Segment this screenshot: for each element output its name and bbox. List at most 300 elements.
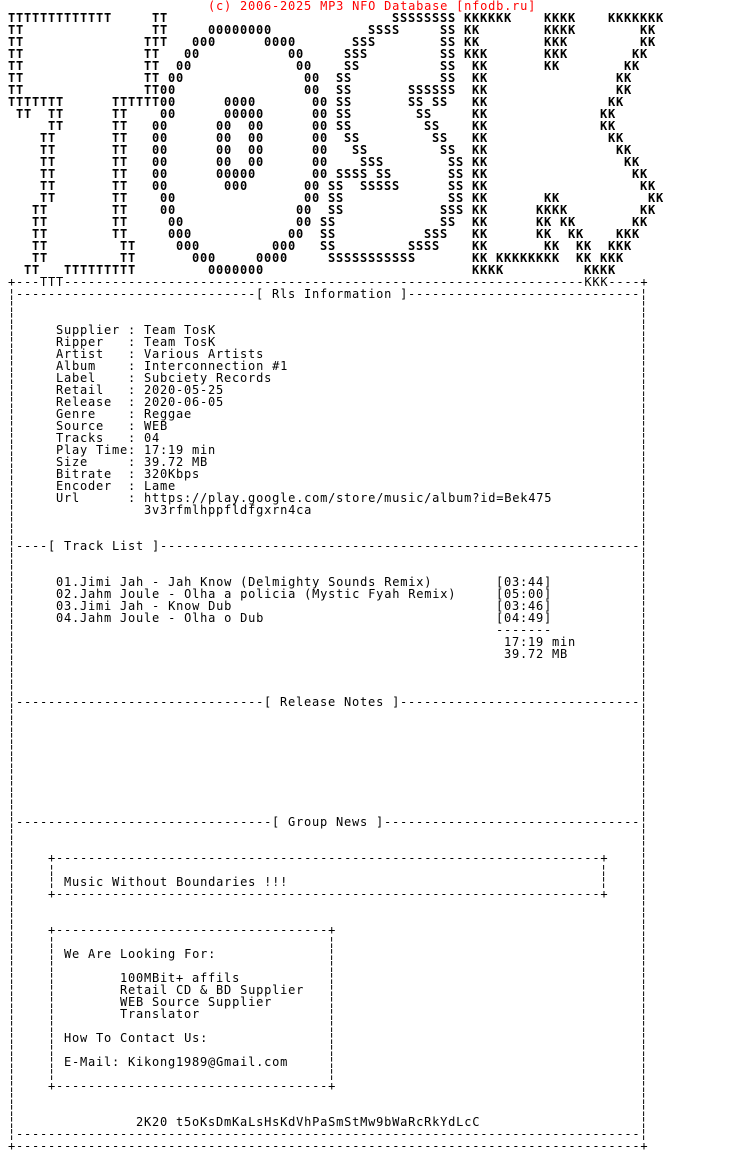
logo-glyph-run: 00 [304, 191, 321, 205]
logo-glyph-run: KK [464, 35, 481, 49]
frame-left-border: ¦ [8, 1079, 17, 1093]
frame-left-border: ¦ [8, 647, 17, 661]
logo-glyph-run: KK [472, 71, 489, 85]
field-tracks-label: Tracks [56, 431, 129, 445]
logo-glyph-run: 00 [312, 143, 329, 157]
logo-glyph-run: 00 [160, 107, 177, 121]
rls-information-heading: [ Rls Information ] [256, 287, 409, 301]
frame-right-border: ¦ [640, 683, 649, 697]
frame-right-border: ¦ [640, 887, 649, 901]
logo-glyph-run: SS [440, 143, 457, 157]
logo-glyph-run: KKK [464, 47, 489, 61]
logo-glyph-run: KKKKKKKK [496, 251, 561, 265]
track-title: 01.Jimi Jah - Jah Know (Delmighty Sounds Remix) [56, 575, 433, 589]
frame-left-border: ¦ [8, 1031, 17, 1045]
frame-bottom-border: +------------------------------------------------------------------------------+ [8, 1139, 649, 1153]
logo-glyph-run: TT [112, 179, 129, 193]
frame-left-border: ¦ [8, 287, 17, 301]
logo-glyph-run: KK [472, 83, 489, 97]
frame-right-border: ¦ [640, 851, 649, 865]
logo-glyph-run: SS [448, 191, 465, 205]
logo-glyph-run: KKKK [472, 263, 505, 277]
frame-right-border: ¦ [640, 371, 649, 385]
logo-glyph-run: 00 [152, 155, 169, 169]
logo-glyph-run: KK [648, 191, 665, 205]
logo-glyph-run: KK [472, 251, 489, 265]
logo-glyph-run: SSS [424, 227, 449, 241]
frame-right-border: ¦ [640, 1091, 649, 1105]
frame-left-border: ¦ [8, 659, 17, 673]
field-separator: : [128, 407, 137, 421]
field-separator: : [128, 431, 137, 445]
frame-left-border: ¦ [8, 911, 17, 925]
logo-glyph-run: 00 [312, 131, 329, 145]
logo-glyph-run: 00 [296, 215, 313, 229]
frame-right-border: ¦ [640, 671, 649, 685]
logo-glyph-run: KK [616, 83, 633, 97]
section-rule: ------------------------------- [16, 695, 265, 709]
recruit-box-border: ¦ [48, 1007, 57, 1021]
logo-glyph-run: TT [112, 143, 129, 157]
logo-glyph-run: SS [448, 155, 465, 169]
frame-left-border: ¦ [8, 671, 17, 685]
logo-glyph-run: 00 [304, 83, 321, 97]
logo-glyph-run: 00 [168, 71, 185, 85]
total-rule: ------- [496, 623, 553, 637]
logo-glyph-run: KK [568, 227, 585, 241]
field-source-value: WEB [144, 419, 169, 433]
frame-right-border: ¦ [640, 479, 649, 493]
frame-left-border: ¦ [8, 815, 17, 829]
frame-left-border: ¦ [8, 983, 17, 997]
frame-left-border: ¦ [8, 827, 17, 841]
logo-glyph-run: SSSS [368, 23, 401, 37]
frame-right-border: ¦ [640, 503, 649, 517]
frame-right-border: ¦ [640, 335, 649, 349]
motto-box-border: +--------------------------------------------------------------------+ [48, 851, 609, 865]
logo-glyph-run: TT [8, 71, 25, 85]
logo-glyph-run: KK [472, 203, 489, 217]
logo-glyph-run: KK [616, 143, 633, 157]
logo-glyph-run: TT [144, 71, 161, 85]
field-artist-value: Various Artists [144, 347, 265, 361]
frame-left-border: ¦ [8, 1115, 17, 1129]
logo-glyph-run: KK [600, 107, 617, 121]
logo-glyph-run: SS [432, 131, 449, 145]
recruit-box-border: ¦ [328, 947, 337, 961]
logo-glyph-run: TT [48, 107, 65, 121]
logo-glyph-run: SSSSS [360, 179, 401, 193]
logo-glyph-run: KK [536, 215, 553, 229]
logo-glyph-run: TT [40, 179, 57, 193]
recruit-box-border: ¦ [328, 1067, 337, 1081]
field-label-value: Subciety Records [144, 371, 273, 385]
frame-left-border: ¦ [8, 563, 17, 577]
track-duration: [03:46] [496, 599, 553, 613]
logo-glyph-run: SS [440, 215, 457, 229]
frame-left-border: ¦ [8, 1055, 17, 1069]
frame-left-border: ¦ [8, 803, 17, 817]
group-signature: 2K20 t5oKsDmKaLsHsKdVhPaSmStMw9bWaRcRkYdLcC [136, 1115, 481, 1129]
field-size-value: 39.72 MB [144, 455, 209, 469]
logo-glyph-run: 00 [160, 203, 177, 217]
logo-glyph-run: 00 [176, 59, 193, 73]
frame-right-border: ¦ [640, 431, 649, 445]
logo-glyph-run: TT [32, 239, 49, 253]
field-separator: : [128, 479, 137, 493]
frame-right-border: ¦ [640, 1127, 649, 1141]
field-tracks-value: 04 [144, 431, 161, 445]
frame-right-border: ¦ [640, 1079, 649, 1093]
logo-glyph-run: 00 [152, 167, 169, 181]
field-separator: : [128, 491, 137, 505]
logo-glyph-run: KK [536, 227, 553, 241]
frame-right-border: ¦ [640, 827, 649, 841]
logo-glyph-run: SS [440, 71, 457, 85]
recruit-box-border: ¦ [328, 1007, 337, 1021]
logo-glyph-run: KK [472, 59, 489, 73]
recruit-box-border: +----------------------------------+ [48, 923, 337, 937]
logo-glyph-run: SS [344, 131, 361, 145]
email-link[interactable]: Kikong1989@Gmail.com [128, 1055, 289, 1069]
section-rule: ------------------------------ [16, 287, 257, 301]
total-play-time: 17:19 min [504, 635, 577, 649]
recruit-box-border: ¦ [48, 1031, 57, 1045]
frame-right-border: ¦ [640, 1007, 649, 1021]
recruit-box-border: ¦ [328, 1019, 337, 1033]
logo-glyph-run: SSSSSS [408, 83, 457, 97]
frame-left-border: ¦ [8, 455, 17, 469]
logo-glyph-run: 0000000 [208, 263, 265, 277]
frame-left-border: ¦ [8, 359, 17, 373]
logo-glyph-run: 000 [192, 251, 217, 265]
recruit-box-border: ¦ [48, 1019, 57, 1033]
logo-glyph-run: KKKK [544, 11, 577, 25]
field-separator: : [128, 455, 137, 469]
logo-glyph-run: KK [632, 215, 649, 229]
frame-right-border: ¦ [640, 1067, 649, 1081]
frame-left-border: ¦ [8, 935, 17, 949]
logo-glyph-run: TT [112, 131, 129, 145]
frame-right-border: ¦ [640, 311, 649, 325]
logo-glyph-run: KK [472, 107, 489, 121]
logo-glyph-run: TT [144, 59, 161, 73]
logo-glyph-run: KK [632, 47, 649, 61]
field-bitrate-label: Bitrate [56, 467, 129, 481]
logo-glyph-run: 000 [272, 239, 297, 253]
track-list-heading: [ Track List ] [48, 539, 161, 553]
field-genre-label: Genre [56, 407, 129, 421]
logo-glyph-run: TTTTTTTTT [64, 263, 137, 277]
frame-left-border: ¦ [8, 443, 17, 457]
logo-glyph-run: SSS [440, 203, 465, 217]
logo-glyph-run: KKKK [584, 263, 617, 277]
frame-left-border: ¦ [8, 959, 17, 973]
frame-left-border: ¦ [8, 299, 17, 313]
logo-glyph-run: TT [40, 143, 57, 157]
looking-for-item: Retail CD & BD Supplier [120, 983, 305, 997]
logo-glyph-run: SSSS [408, 239, 441, 253]
frame-left-border: ¦ [8, 719, 17, 733]
frame-right-border: ¦ [640, 731, 649, 745]
field-url-value[interactable]: https://play.google.com/store/music/album?id=Bek475 [144, 491, 553, 505]
track-title: 03.Jimi Jah - Know Dub [56, 599, 233, 613]
frame-left-border: ¦ [8, 899, 17, 913]
frame-left-border: ¦ [8, 539, 17, 553]
recruit-box-border: ¦ [328, 935, 337, 949]
frame-right-border: ¦ [640, 599, 649, 613]
frame-left-border: ¦ [8, 1091, 17, 1105]
frame-left-border: ¦ [8, 923, 17, 937]
section-rule: ----------------------------- [408, 287, 641, 301]
logo-glyph-run: 00 [152, 179, 169, 193]
frame-right-border: ¦ [640, 407, 649, 421]
logo-glyph-run: 00 [248, 131, 265, 145]
logo-glyph-run: KKK [608, 239, 633, 253]
field-separator: : [128, 467, 137, 481]
email-label: E-Mail: [64, 1055, 121, 1069]
frame-left-border: ¦ [8, 779, 17, 793]
logo-glyph-run: 00 [184, 47, 201, 61]
logo-glyph-run: KKK [600, 251, 625, 265]
frame-right-border: ¦ [640, 1043, 649, 1057]
logo-glyph-run: SS [344, 59, 361, 73]
frame-right-border: ¦ [640, 767, 649, 781]
logo-glyph-run: TT [112, 191, 129, 205]
field-album-label: Album [56, 359, 129, 373]
logo-glyph-run: 00 [304, 179, 321, 193]
logo-glyph-run: SS [336, 83, 353, 97]
group-motto: Music Without Boundaries !!! [64, 875, 289, 889]
field-artist-label: Artist [56, 347, 129, 361]
logo-glyph-run: KK [640, 203, 657, 217]
frame-left-border: ¦ [8, 1019, 17, 1033]
frame-right-border: ¦ [640, 959, 649, 973]
logo-glyph-run: SSSSSSSS [392, 11, 457, 25]
field-size-label: Size [56, 455, 129, 469]
frame-left-border: ¦ [8, 755, 17, 769]
logo-glyph-run: KKK [544, 35, 569, 49]
logo-glyph-run: TT [112, 227, 129, 241]
field-separator: : [128, 359, 137, 373]
frame-right-border: ¦ [640, 299, 649, 313]
field-separator: : [128, 383, 137, 397]
frame-left-border: ¦ [8, 395, 17, 409]
frame-left-border: ¦ [8, 887, 17, 901]
frame-left-border: ¦ [8, 863, 17, 877]
frame-right-border: ¦ [640, 467, 649, 481]
logo-glyph-run: KKKKKKK [608, 11, 665, 25]
logo-glyph-run: KK [472, 95, 489, 109]
logo-glyph-run: 000 [224, 179, 249, 193]
copyright-banner: (c) 2006-2025 MP3 NFO Database [nfodb.ru] [208, 0, 537, 13]
recruit-box-border: ¦ [328, 959, 337, 973]
logo-glyph-run: TT [112, 215, 129, 229]
logo-glyph-run: 00 [296, 59, 313, 73]
field-separator: : [128, 347, 137, 361]
frame-left-border: ¦ [8, 731, 17, 745]
frame-left-border: ¦ [8, 407, 17, 421]
logo-glyph-run: KK [472, 131, 489, 145]
logo-glyph-run: 00 [152, 143, 169, 157]
frame-left-border: ¦ [8, 743, 17, 757]
recruit-box-border: ¦ [48, 971, 57, 985]
logo-glyph-run: 00 [152, 119, 169, 133]
logo-glyph-run: 0000 [224, 95, 257, 109]
frame-right-border: ¦ [640, 455, 649, 469]
frame-right-border: ¦ [640, 875, 649, 889]
logo-glyph-run: 00 [288, 47, 305, 61]
logo-glyph-run: SS [448, 167, 465, 181]
frame-right-border: ¦ [640, 347, 649, 361]
frame-left-border: ¦ [8, 1127, 17, 1141]
frame-left-border: ¦ [8, 839, 17, 853]
recruit-box-border: ¦ [328, 995, 337, 1009]
frame-right-border: ¦ [640, 695, 649, 709]
logo-glyph-run: KK [472, 227, 489, 241]
looking-for-item: Translator [120, 1007, 201, 1021]
field-retail-value: 2020-05-25 [144, 383, 225, 397]
logo-glyph-run: SS [416, 107, 433, 121]
section-rule: -------------------------------- [16, 815, 273, 829]
frame-left-border: ¦ [8, 431, 17, 445]
frame-left-border: ¦ [8, 503, 17, 517]
logo-glyph-run: TT [112, 107, 129, 121]
frame-right-border: ¦ [640, 647, 649, 661]
logo-glyph-run: SS [336, 95, 353, 109]
logo-glyph-run: 00 [312, 107, 329, 121]
frame-left-border: ¦ [8, 683, 17, 697]
field-encoder-value: Lame [144, 479, 177, 493]
field-ripper-value: Team TosK [144, 335, 217, 349]
logo-glyph-run: TT [112, 119, 129, 133]
frame-right-border: ¦ [640, 659, 649, 673]
recruit-box-border: ¦ [328, 1031, 337, 1045]
logo-glyph-run: 0000 [264, 35, 297, 49]
logo-glyph-run: 000 [176, 239, 201, 253]
field-url-continuation[interactable]: 3v3rfmlhppfldfgxrn4ca [144, 503, 313, 517]
frame-left-border: ¦ [8, 635, 17, 649]
logo-glyph-run: KK [472, 119, 489, 133]
logo-glyph-run: 00 [312, 119, 329, 133]
logo-glyph-run: KK [464, 23, 481, 37]
frame-left-border: ¦ [8, 791, 17, 805]
logo-glyph-run: 00 [304, 71, 321, 85]
logo-glyph-run: TT [48, 119, 65, 133]
logo-glyph-run: SS [336, 107, 353, 121]
track-duration: [04:49] [496, 611, 553, 625]
field-supplier-value: Team TosK [144, 323, 217, 337]
field-source-label: Source [56, 419, 129, 433]
frame-right-border: ¦ [640, 359, 649, 373]
field-encoder-label: Encoder [56, 479, 129, 493]
logo-glyph-run: 00 [312, 155, 329, 169]
frame-right-border: ¦ [640, 719, 649, 733]
logo-glyph-run: KK [632, 167, 649, 181]
logo-glyph-run: 00 [248, 119, 265, 133]
logo-glyph-run: SS [440, 35, 457, 49]
logo-glyph-run: KK [472, 167, 489, 181]
logo-glyph-run: TT [32, 215, 49, 229]
logo-glyph-run: 00 [312, 167, 329, 181]
frame-right-border: ¦ [640, 287, 649, 301]
frame-left-border: ¦ [8, 491, 17, 505]
field-genre-value: Reggae [144, 407, 193, 421]
logo-glyph-run: SS [328, 203, 345, 217]
logo-glyph-run: SS [336, 71, 353, 85]
frame-right-border: ¦ [640, 539, 649, 553]
logo-glyph-run: KK [624, 59, 641, 73]
logo-glyph-run: SS [448, 179, 465, 193]
logo-glyph-run: TT [144, 47, 161, 61]
field-release-label: Release [56, 395, 129, 409]
logo-glyph-run: TTTTTT00 [112, 95, 177, 109]
logo-glyph-run: SSSSSSSSSSS [328, 251, 417, 265]
logo-glyph-run: 00 [216, 119, 233, 133]
logo-glyph-run: 00 [152, 131, 169, 145]
logo-glyph-run: 00 [168, 215, 185, 229]
motto-box-border: ¦ [48, 875, 57, 889]
frame-left-border: ¦ [8, 875, 17, 889]
logo-glyph-run: SS [320, 227, 337, 241]
looking-for-heading: We Are Looking For: [64, 947, 217, 961]
frame-right-border: ¦ [640, 611, 649, 625]
frame-left-border: ¦ [8, 611, 17, 625]
frame-right-border: ¦ [640, 1031, 649, 1045]
logo-glyph-run: TT [8, 83, 25, 97]
section-rule: ------------------------------ [400, 695, 641, 709]
motto-box-border: +--------------------------------------------------------------------+ [48, 887, 609, 901]
recruit-box-border: ¦ [328, 1055, 337, 1069]
field-bitrate-value: 320Kbps [144, 467, 201, 481]
frame-right-border: ¦ [640, 1019, 649, 1033]
logo-glyph-run: KK [576, 251, 593, 265]
frame-right-border: ¦ [640, 791, 649, 805]
logo-glyph-run: TTT [144, 35, 169, 49]
recruit-box-border: ¦ [328, 983, 337, 997]
logo-glyph-run: 00000000 [208, 23, 273, 37]
frame-right-border: ¦ [640, 743, 649, 757]
logo-glyph-run: KK [576, 239, 593, 253]
recruit-box-border: +----------------------------------+ [48, 1079, 337, 1093]
field-url-label: Url [56, 491, 129, 505]
logo-glyph-run: TT [120, 239, 137, 253]
field-supplier-label: Supplier [56, 323, 129, 337]
section-rule: -------------------------------- [384, 815, 641, 829]
frame-right-border: ¦ [640, 323, 649, 337]
frame-left-border: ¦ [8, 767, 17, 781]
logo-glyph-run: KK [600, 119, 617, 133]
frame-right-border: ¦ [640, 839, 649, 853]
field-ripper-label: Ripper [56, 335, 129, 349]
frame-right-border: ¦ [640, 575, 649, 589]
frame-right-border: ¦ [640, 443, 649, 457]
logo-glyph-run: KK [472, 143, 489, 157]
logo-glyph-run: 00 [248, 143, 265, 157]
logo-glyph-run: SSS [352, 35, 377, 49]
frame-right-border: ¦ [640, 587, 649, 601]
logo-glyph-run: SS [424, 119, 441, 133]
logo-glyph-run: KK [616, 71, 633, 85]
frame-right-border: ¦ [640, 707, 649, 721]
logo-glyph-run: KKK [544, 47, 569, 61]
recruit-box-border: ¦ [48, 1043, 57, 1057]
logo-glyph-run: KKKK [544, 23, 577, 37]
logo-glyph-run: TT [152, 11, 169, 25]
contact-heading: How To Contact Us: [64, 1031, 209, 1045]
logo-glyph-run: SS [328, 179, 345, 193]
frame-left-border: ¦ [8, 515, 17, 529]
